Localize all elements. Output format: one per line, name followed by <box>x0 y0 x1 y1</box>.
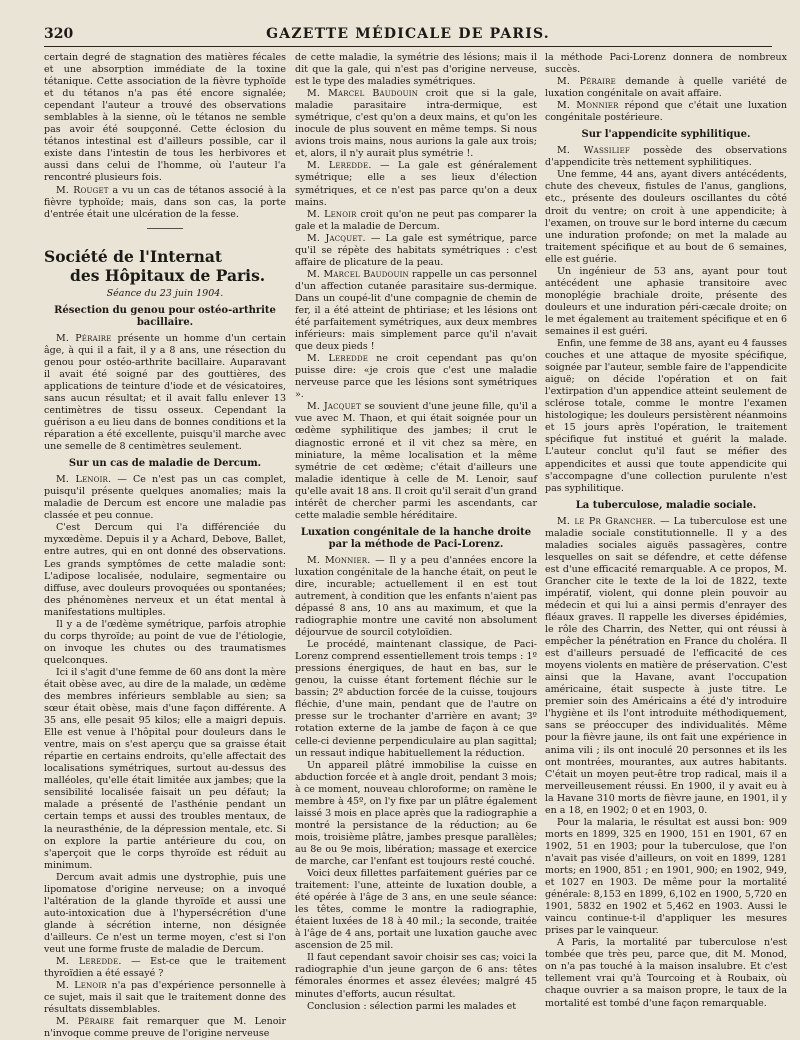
paragraph-text: croit que si la gale, maladie parasitaire intra-dermique, est symétrique, c'est qu'on a deux mains, et qu'on les inocule de plus souvent en même temps. Si nous avions trois mains, nous aurions la gale aux trois; et, alors, il n'y aurait plus symétrie !. <box>295 88 537 160</box>
speaker-name: M. Péraire <box>56 332 112 344</box>
section-heading: Sur l'appendicite syphilitique. <box>581 129 751 141</box>
paragraph <box>44 956 286 980</box>
session-date: Séance du 23 juin 1904. <box>106 287 224 299</box>
paragraph: la méthode Paci-Lorenz donnera de nombreux succès. <box>545 52 787 76</box>
paragraph: Un appareil plâtré immobilise la cuisse en abduction forcée et à angle droit, pendant 3 mois; à ce moment, nouveau chloroforme; on ramène le membre à 45º, on l'y fixe par un plâtre également laissé 3 mois en place après que la radiographie a montré la persistance de la réduction; au 6e mois, troisième plâtre, jambes presque parallèles; au 8e ou 9e mois, libération; massage et exercice de marche, car l'enfant est toujours resté couché. <box>295 759 537 867</box>
section-heading: Résection du genou pour ostéo-arthrite bacillaire. <box>54 304 276 328</box>
paragraph-text: possède des observations d'appendicite très nettement syphilitiques. <box>545 145 787 169</box>
divider <box>147 228 183 229</box>
paragraph <box>44 333 286 453</box>
paragraph <box>295 160 537 208</box>
paragraph-text: demande à quelle variété de luxation congénitale on avait affaire. <box>545 76 787 100</box>
paragraph <box>295 269 537 353</box>
speaker-name: M. Péraire <box>557 76 616 88</box>
journal-title: GAZETTE MÉDICALE DE PARIS. <box>266 26 550 42</box>
paragraph <box>545 516 787 817</box>
paragraph: de cette maladie, la symétrie des lésions; mais il dit que la gale, qui n'est pas d'origine nerveuse, est le type des maladies symétriques. <box>295 52 537 88</box>
page-header <box>44 26 772 47</box>
paragraph-text: — La tuberculose est une maladie sociale constitutionnelle. Il y a des maladies sociales aiguës passagères, contre lesquelles on sait se défendre, et cette défense est d'une efficacité remarquable. A ce propos, M. Grancher cite le texte de la loi de 1822, texte impératif, violent, qui donne plein pouvoir au médecin et qui lui a ainsi permis d'enrayer des fléaux graves. Il rappelle les diverses épidémies, le rôle des Charrin, des Netter, qui ont réussi à empêcher la pénétration en France du choléra. Il est d'ailleurs persuadé de l'efficacité de ces moyens violents en matière de préservation. C'est ainsi que la Havane, avant l'occupation américaine, était suspecte à juste titre. Le premier soin des Américains a été d'y introduire l'hygiène et ils l'ont introduite méthodiquement, sans se préoccuper des individualités. Même pour la fièvre jaune, ils ont fait une expérience in anima vili ; ils ont inoculé 20 personnes et ils les ont montrées, mourantes, aux autres habitants. C'était un moyen peut-être trop radical, mais il a merveilleusement réussi. En 1900, il y avait eu à la Havane 310 morts de fièvre jaune, en 1901, il y en a 18, en 1902; 0 et en 1903, 0. <box>545 515 787 816</box>
paragraph <box>545 100 787 124</box>
paragraph <box>44 1016 286 1040</box>
paragraph-text: a vu un cas de tétanos associé à la fièvre typhoïde; mais, dans son cas, la porte d'entrée était une ulcération de la fesse. <box>44 184 286 220</box>
paragraph <box>295 209 537 233</box>
paragraph-text: répond que c'était une luxation congénitale postérieure. <box>545 100 787 124</box>
paragraph: Conclusion : sélection parmi les malades et <box>307 1000 517 1012</box>
paragraph <box>295 353 537 401</box>
speaker-name: M. Wassilief <box>557 145 630 157</box>
paragraph-text: présente un homme d'un certain âge, à qui il a fait, il y a 8 ans, une résection du genou pour ostéo-arthrite bacillaire. Auparavant il avait été soigné par des gouttières, des applications de teinture d'iode et de vésicatoires, sans aucun résultat; et il avait fallu enlever 13 centimètres de tissu osseux. Cependant la guérison a eu lieu dans de bonnes conditions et la réparation a été excellente, puisqu'il marche avec une semelle de 8 centimètres seulement. <box>44 332 286 453</box>
speaker-name: M. Marcel Baudouin <box>307 88 419 100</box>
paragraph: Une femme, 44 ans, ayant divers antécédents, chute des cheveux, fistules de l'anus, ganglions, etc., présente des douleurs oscillantes du côté droit du ventre; on croit à une appendicite; à l'examen, on trouve sur le bord interne du cæcum une induration profonde; on met la malade au traitement spécifique et au bout de 6 semaines, elle est guérie. <box>545 169 787 265</box>
speaker-name: M. Rouget <box>56 184 109 196</box>
paragraph-text: croit qu'on ne peut pas comparer la gale et la maladie de Dercum. <box>295 208 537 232</box>
paragraph: A Paris, la mortalité par tuberculose n'est tombée que très peu, parce que, dit M. Monod, on n'a pas touché à la maison insalubre. Et c'est tellement vrai qu'à Tourcoing et à Roubaix, où chaque ouvrier a sa maison propre, le taux de la mortalité est tombé d'une façon remarquable. <box>545 937 787 1009</box>
paragraph-text: — Ce n'est pas un cas complet, puisqu'il présente quelques anomalies; mais la maladie de Dercum est encore une maladie pas classée et peu connue. <box>44 474 287 522</box>
paragraph <box>545 76 787 100</box>
speaker-name: M. Lenoir <box>307 208 357 220</box>
society-title <box>44 247 286 285</box>
paragraph: C'est Dercum qui l'a différenciée du myxœdème. Depuis il y a Achard, Debove, Ballet, entre autres, qui en ont donné des observations. Les grands symptômes de cette maladie sont: L'adipose localisée, nodulaire, segmentaire ou diffuse, avec douleurs provoquées ou spontanées; des phénomènes nerveux et un état mental à manifestations multiples. <box>44 522 286 618</box>
paragraph: Enfin, une femme de 38 ans, ayant eu 4 fausses couches et une attaque de myosite spécifique, soignée par l'auteur, semble faire de l'appendicite aiguë; on décide l'opération et on fait l'extirpation d'un appendice atteint seulement de sclérose totale, comme le montre l'examen histologique; les douleurs persistèrent néanmoins et 15 jours après l'opération, le traitement spécifique fut institué et guérit la malade. L'auteur conclut qu'il faut se méfier des appendicites et aussi que toute appendicite qui s'accompagne d'une collection purulente n'est pas syphilitique. <box>545 338 787 494</box>
speaker-name: M. Monnier. <box>307 554 371 566</box>
paragraph-text: fait remarquer que M. Lenoir n'invoque comme preuve de l'origine nerveuse <box>44 1016 286 1040</box>
section-heading: Luxation congénitale de la hanche droite par la méthode de Paci-Lorenz. <box>300 526 532 550</box>
speaker-name: M. Leredde. <box>56 956 122 968</box>
paragraph: certain degré de stagnation des matières fécales et une absorption immédiate de la toxine tétanique. Cette association de la fièvre typhoïde et du tétanos n'a pas été encore signalée; cependant l'auteur a trouvé des observations semblables à la sienne, où le tétanos ne semble pas avoir été soupçonné. Cette éclosion du tétanos intestinal est d'ailleurs possible, car il existe dans l'intestin de tous les herbivores et aussi dans celui de l'homme, où l'auteur l'a rencontré plusieurs fois. <box>44 52 286 184</box>
paragraph-text: — Il y a peu d'années encore la luxation congénitale de la hanche était, on peut le dire, incurable; actuellement il en est tout autrement, à condition que les enfants n'aient pas dépassé 8 ans, 10 ans au maximum, et que la radiographie montre une cavité non absolument déjourvue de sourcil cotyloïdien. <box>295 554 537 639</box>
paragraph: Le procédé, maintenant classique, de Paci-Lorenz comprend essentiellement trois temps : 1º pressions énergiques, de haut en bas, sur le genou, la cuisse étant fortement fléchie sur le bassin; 2º abduction forcée de la cuisse, toujours fléchie, d'une main, pendant que de l'autre on presse sur le trochanter d'arrière en avant; 3º rotation externe de la jambe de façon à ce que celle-ci devienne perpendiculaire au plan sagittal; un ressaut indique habituellement la réduction. <box>295 639 537 759</box>
speaker-name: M. Marcel Baudouin <box>307 268 409 280</box>
paragraph <box>44 980 286 1016</box>
speaker-name: M. Jacquet <box>307 401 361 413</box>
paragraph-text: se souvient d'une jeune fille, qu'il a vue avec M. Thaon, et qui était soignée pour un œdème syphilitique des jambes; il crut le diagnostic erroné et il vit chez sa mère, en miniature, la même localisation et la même symétrie de cet œdème; c'était d'ailleurs une maladie identique à celle de M. Lenoir, sauf qu'elle avait 18 ans. Il croit qu'il serait d'un grand intérêt de chercher parmi les ascendants, car cette maladie semble héréditaire. <box>295 401 537 521</box>
paragraph: Il faut cependant savoir choisir ses cas; voici la radiographie d'un jeune garçon de 6 ans: têtes fémorales énormes et assez élevées; malgré 45 minutes d'efforts, aucun résultat. <box>295 952 537 1000</box>
paragraph <box>44 185 286 221</box>
speaker-name: M. Péraire <box>56 1016 115 1028</box>
paragraph: Ici il s'agit d'une femme de 60 ans dont la mère était obèse avec, au dire de la malade, un œdème des membres inférieurs semblable au sien; sa sœur était obèse, mais d'une façon différente. A 35 ans, elle pesait 95 kilos; elle a maigri depuis. Elle est venue à l'hôpital pour douleurs dans le ventre, mais on s'est aperçu que sa graisse était répartie en certains endroits, qu'elle affectait des localisations symétriques, surtout au-dessus des malléoles, qu'elle était limitée aux jambes; que la sensibilité localisée faisait un peu défaut; la malade a présenté de l'asthénie pendant un certain temps et aussi des troubles mentaux, de la neurasthénie, de la dépression mentale, etc. Si on explore la partie antérieure du cou, on s'aperçoit que le corps thyroïde est réduit au minimum. <box>44 666 286 871</box>
speaker-name: M. le Pr Grancher. <box>557 515 656 527</box>
paragraph-text: rappelle un cas personnel d'un affection cutanée parasitaire sus-dermique. Dans un coupé-lit d'une compagnie de chemin de fer, il a été atteint de phtiriase; et les lésions ont été parfaitement symétriques, aux deux membres inférieurs: mais simplement parce qu'il n'avait que deux pieds ! <box>295 268 537 353</box>
speaker-name: M. Leredde <box>307 353 369 365</box>
paragraph <box>295 401 537 521</box>
speaker-name: M. Jacquet. <box>307 232 366 244</box>
speaker-name: M. Leredde. <box>307 160 372 172</box>
paragraph <box>295 555 537 639</box>
paragraph <box>295 88 537 160</box>
paragraph-text: — La gale est généralement symétrique; elle a ses lieux d'élection symétriques, et ce n'est pas parce qu'on a deux mains. <box>295 160 537 208</box>
speaker-name: M. Monnier <box>557 100 619 112</box>
society-title-line-1: Société de l'Internat <box>44 246 223 266</box>
speaker-name: M. Lenoir <box>56 980 107 992</box>
paragraph: Un ingénieur de 53 ans, ayant pour tout antécédent une aphasie transitoire avec monoplégie brachiale droite, présente des douleurs et une induration péri-cæcale droite; on le met également au traitement spécifique et en 6 semaines il est guéri. <box>545 265 787 337</box>
paragraph-text: ne croit cependant pas qu'on puisse dire: «je crois que c'est une maladie nerveuse parce que les lésions sont symétriques ». <box>295 353 537 401</box>
paragraph-text: — La gale est symétrique, parce qu'il se répète des habitats symétriques : c'est affaire de plicature de la peau. <box>295 232 538 268</box>
paragraph <box>295 233 537 269</box>
paragraph <box>545 145 787 169</box>
paragraph-text: n'a pas d'expérience personnelle à ce sujet, mais il sait que le traitement donne des résultats dissemblables. <box>44 980 287 1016</box>
column-2 <box>295 52 537 1033</box>
column-3 <box>545 52 787 1033</box>
column-1 <box>44 52 287 1040</box>
page-number: 320 <box>44 26 74 42</box>
paragraph <box>44 474 286 522</box>
speaker-name: M. Lenoir. <box>56 474 112 486</box>
paragraph-text: — Est-ce que le traitement thyroïdien a été essayé ? <box>44 956 287 980</box>
paragraph: Voici deux fillettes parfaitement guéries par ce traitement: l'une, atteinte de luxation double, a été opérée à l'âge de 3 ans, en une seule séance: les têtes, comme le montre la radiographie, étaient luxées de 18 à 40 mil.; la seconde, traitée à l'âge de 4 ans, portait une luxation gauche avec ascension de 25 mil. <box>295 868 537 952</box>
paragraph: Il y a de l'œdème symétrique, parfois atrophie du corps thyroïde; au point de vue de l'étiologie, on invoque les chutes ou des traumatismes quelconques. <box>44 618 286 666</box>
paragraph: Pour la malaria, le résultat est aussi bon: 909 morts en 1899, 325 en 1900, 151 en 1901, 67 en 1902, 51 en 1903; pour la tuberculose, que l'on n'avait pas visée d'ailleurs, on voit en 1899, 1281 morts; en 1900, 851 ; en 1901, 900; en 1902, 949, et 1027 en 1903. De même pour la mortalité générale: 8,153 en 1899, 6,102 en 1900, 5,720 en 1901, 5832 en 1902 et 5,462 en 1903. Aussi le vaincu continue-t-il d'appliquer les mesures prises par le vainqueur. <box>545 816 787 937</box>
paragraph: Dercum avait admis une dystrophie, puis une lipomatose d'origine nerveuse; on a invoqué l'altération de la glande thyroïde et aussi une auto-intoxication due à l'hypersécrétion d'une glande à sécrétion interne, non désignée d'ailleurs. Ce n'est un terme moyen, c'est si l'on veut une forme fruste de maladie de Dercum. <box>44 871 286 955</box>
society-title-line-2: des Hôpitaux de Paris. <box>70 265 266 285</box>
section-heading: Sur un cas de maladie de Dercum. <box>68 458 262 470</box>
section-heading: La tuberculose, maladie sociale. <box>575 499 757 511</box>
